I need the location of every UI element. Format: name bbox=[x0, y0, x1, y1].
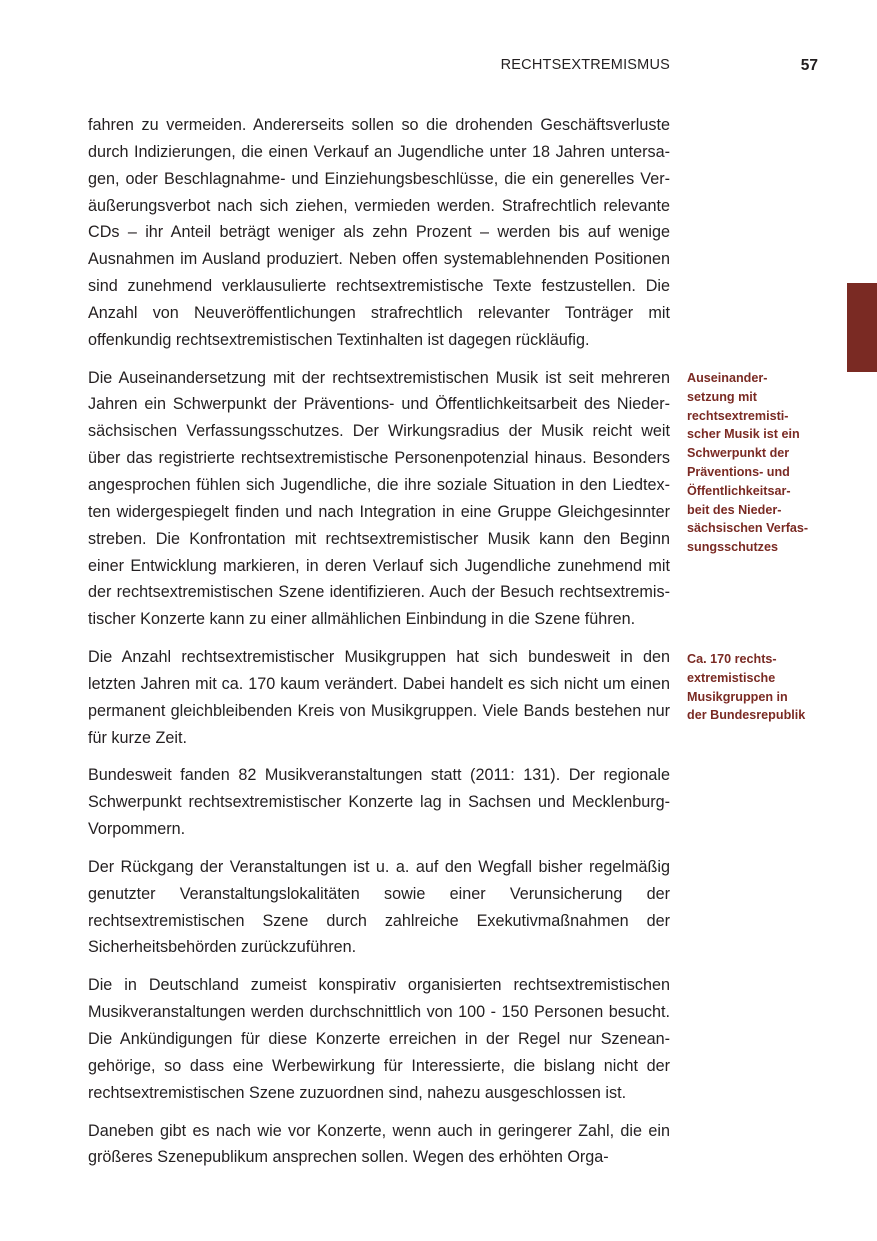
paragraph-2: Die Auseinandersetzung mit der rechtsextremistischen Musik ist seit mehreren Jahren ein Schwerpunkt der Präventions- und Öffentlichkeitsarbeit des Niedersächsischen Verfassungsschutzes. Der Wirkungsradius der Musik reicht weit über das registrierte rechtsextremistische Personenpotenzial hinaus. Besonders angesprochen fühlen sich Jugendliche, die ihre soziale Situation in den Liedtexten widergespiegelt finden und nach Integration in eine Gruppe Gleichgesinnter streben. Die Konfrontation mit rechtsextremistischer Musik kann den Beginn einer Entwicklung markieren, in deren Verlauf sich Jugendliche zunehmend mit der rechtsextremistischen Szene identifizieren. Auch der Besuch rechtsextremistischer Konzerte kann zu einer allmählichen Einbindung in die Szene führen. bbox=[88, 368, 670, 629]
sidenote-line: rechtsextremisti- bbox=[687, 408, 789, 423]
sidenote-line: Öffentlichkeitsar- bbox=[687, 483, 791, 498]
paragraph-5: Der Rückgang der Veranstaltungen ist u. a. auf den Wegfall bisher regelmäßig genutzter Veranstaltungslokalitäten sowie einer Verunsicherung der rechtsextremistischen Szene durch zahlreiche Exekutivmaßnahmen der Sicherheitsbehörden zurückzuführen. bbox=[88, 857, 670, 957]
sidenote-line: scher Musik ist ein bbox=[687, 427, 800, 442]
chapter-thumb-tab bbox=[847, 283, 877, 372]
sidenote-line: der Bundesrepublik bbox=[687, 708, 806, 723]
sidenote-line: setzung mit bbox=[687, 389, 757, 404]
sidenote-line: Auseinander- bbox=[687, 371, 768, 385]
paragraph-3: Die Anzahl rechtsextremistischer Musikgruppen hat sich bundesweit in den letzten Jahren mit ca. 170 kaum verändert. Dabei handelt es sich nicht um einen permanent gleichbleibenden Kreis von Musikgruppen. Viele Bands bestehen nur für kurze Zeit. bbox=[88, 648, 670, 747]
sidenote-line: Ca. 170 rechts- bbox=[687, 652, 777, 666]
paragraph-7: Daneben gibt es nach wie vor Konzerte, wenn auch in geringerer Zahl, die ein größeres Szenepublikum ansprechen sollen. Wegen des erhöhten Orga- bbox=[88, 1121, 670, 1167]
body-text bbox=[88, 112, 670, 1182]
sidenote-line: Schwerpunkt der bbox=[687, 446, 790, 461]
sidenote-line: Präventions- und bbox=[687, 464, 790, 479]
sidenote-music-prevention bbox=[687, 369, 822, 557]
sidenote-music-groups bbox=[687, 650, 822, 725]
paragraph-6: Die in Deutschland zumeist konspirativ organisierten rechtsextremistischen Musikveranstaltungen werden durchschnittlich von 100 - 150 Personen besucht. Die Ankündigungen für diese Konzerte erreichen in der Regel nur Szeneangehörige, so dass eine Werbewirkung für Interessierte, die bislang nicht der rechtsextremistischen Szene zuzuordnen sind, nahezu ausgeschlossen ist. bbox=[88, 976, 670, 1102]
sidenote-line: Musikgruppen in bbox=[687, 689, 788, 704]
paragraph-4: Bundesweit fanden 82 Musikveranstaltungen statt (2011: 131). Der regionale Schwerpunkt rechtsextremistischer Konzerte lag in Sachsen und Mecklenburg-Vorpommern. bbox=[88, 766, 670, 839]
sidenote-line: sächsischen Verfas- bbox=[687, 521, 809, 536]
paragraph-1: fahren zu vermeiden. Andererseits sollen so die drohenden Geschäftsverluste durch Indizierungen, die einen Verkauf an Jugendliche unter 18 Jahren untersagen, oder Beschlagnahme- und Einziehungsbeschlüsse, die ein generelles Veräußerungsverbot nach sich ziehen, vermieden werden. Strafrechtlich relevante CDs – ihr Anteil beträgt weniger als zehn Prozent – werden bis auf wenige Ausnahmen im Ausland produziert. Neben offen systemablehnenden Positionen sind zunehmend verklausulierte rechtsextremistische Texte festzustellen. Die Anzahl von Neuveröffentlichungen strafrechtlich relevanter Tonträger mit offenkundig rechtsextremistischen Textinhalten ist dagegen rückläufig. bbox=[88, 116, 670, 349]
sidenote-line: beit des Nieder- bbox=[687, 502, 782, 517]
page-number: 57 bbox=[800, 57, 818, 74]
running-head-title: RECHTSEXTREMISMUS bbox=[500, 57, 670, 73]
sidenote-line: extremistische bbox=[687, 670, 776, 685]
sidenote-line: sungsschutzes bbox=[687, 540, 778, 555]
